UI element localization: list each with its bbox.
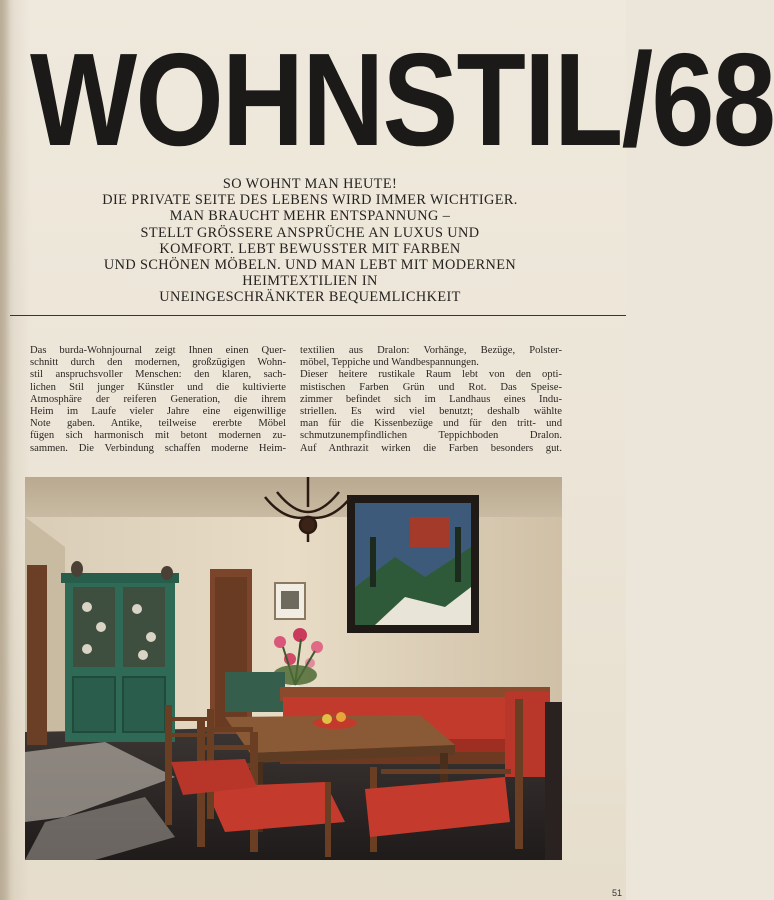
subhead-line: STELLT GRÖSSERE ANSPRÜCHE AN LUXUS UND: [140, 224, 480, 241]
headline: WOHNSTIL/68: [30, 26, 774, 173]
dining-room-photo: [25, 477, 562, 860]
body-line: fügen sich harmonisch mit betont modernen zu-: [30, 430, 286, 442]
page-gutter-shadow: [0, 0, 10, 900]
subhead-line: MAN BRAUCHT MEHR ENTSPANNUNG –: [169, 208, 451, 225]
subhead-line: UND SCHÖNEN MÖBELN. UND MAN LEBT MIT MODERNEN: [103, 257, 517, 274]
body-line: Atmosphäre der reiferen Generation, die ihrem: [30, 393, 286, 405]
body-line: Auf Anthrazit wirken die Farben besonders gut.: [300, 442, 562, 454]
body-line: textilien aus Dralon: Vorhänge, Bezüge, Polster-: [300, 345, 562, 356]
left-door: [27, 565, 47, 745]
small-picture-image: [281, 591, 299, 609]
dining-room-illustration: [25, 477, 562, 860]
body-line: schmutzunempfindlichen Teppichboden Dralon.: [300, 430, 562, 442]
body-line: Dieser heitere rustikale Raum lebt von den opti-: [300, 369, 562, 381]
horizontal-rule: [10, 315, 626, 316]
body-line: lichen Stil junger Künstler und die kultivierte: [30, 381, 286, 393]
body-line: stil anspruchsvoller Menschen: den klaren, sach-: [30, 369, 286, 381]
page-number: 51: [611, 888, 622, 898]
framed-painting: [347, 495, 479, 633]
right-shadow: [545, 702, 562, 860]
body-line: striellen. Es wird viel benutzt; deshalb wählte: [300, 406, 562, 418]
body-line: Heim im Laufe vieler Jahre eine eigenwillige: [30, 406, 286, 418]
body-column-left: [30, 345, 286, 455]
body-line: möbel, Teppiche und Wandbespannungen.: [300, 357, 479, 369]
sideboard: [225, 672, 285, 712]
subhead-line: UNEINGESCHRÄNKTER BEQUEMLICHKEIT: [159, 289, 461, 306]
body-line: Note gaben. Antike, teilweise ererbte Möbel: [30, 418, 286, 430]
body-line: sammen. Die Verbindung schaffen moderne Heim-: [30, 442, 286, 454]
body-line: man für die Kissenbezüge und für den tritt- und: [300, 418, 562, 430]
body-line: schnitt durch den modernen, großzügigen Wohn-: [30, 357, 286, 369]
subhead-line: SO WOHNT MAN HEUTE!: [222, 176, 398, 192]
subhead-line: HEIMTEXTILIEN IN: [242, 273, 378, 290]
body-line: mistischen Farben Grün und Rot. Das Speise-: [300, 381, 562, 393]
subhead-line: DIE PRIVATE SEITE DES LEBENS WIRD IMMER WICHTIGER.: [102, 192, 518, 209]
body-line: Das burda-Wohnjournal zeigt Ihnen einen Quer-: [30, 345, 286, 356]
body-line: zimmer befindet sich im Landhaus eines Indu-: [300, 393, 562, 405]
subheadline: [30, 176, 590, 306]
body-column-right: [300, 345, 562, 455]
subhead-line: KOMFORT. LEBT BEWUSSTER MIT FARBEN: [159, 240, 461, 257]
green-cabinet: [61, 561, 179, 742]
